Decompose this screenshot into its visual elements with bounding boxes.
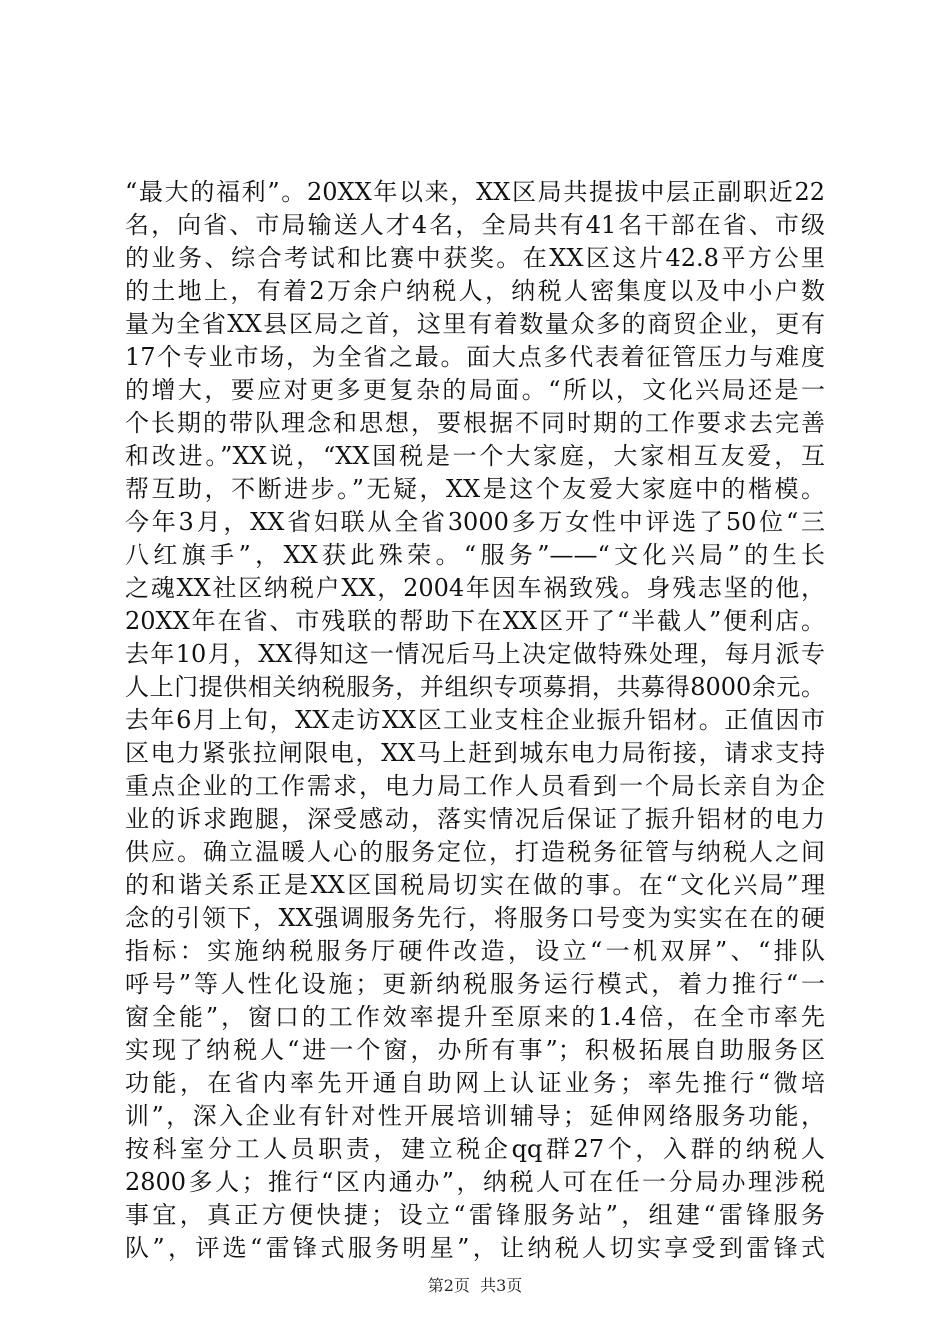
text-line-1: “最大的福利”。20XX年以来，XX区局共提拔中层正副职近22 [125,178,825,206]
text-line-4: 的土地上，有着2万余户纳税人，纳税人密集度以及中小户数 [125,277,825,305]
text-line-9: 和改进。”XX说，“XX国税是一个大家庭，大家相互友爱，互 [125,442,825,470]
text-line-17: 去年6月上旬，XX走访XX区工业支柱企业振升铝材。正值因市 [125,706,825,734]
text-line-26: 窗全能”，窗口的工作效率提升至原来的1.4倍，在全市率先 [125,1003,825,1031]
text-line-13: 之魂XX社区纳税户XX，2004年因车祸致残。身残志坚的他， [125,574,825,602]
text-line-28: 功能，在省内率先开通自助网上认证业务；率先推行“微培 [125,1069,825,1097]
text-line-24: 指标：实施纳税服务厅硬件改造，设立“一机双屏”、“排队 [125,937,825,965]
text-line-33: 队”，评选“雷锋式服务明星”，让纳税人切实享受到雷锋式 [125,1234,825,1262]
text-line-23: 念的引领下，XX强调服务先行，将服务口号变为实实在在的硬 [125,904,825,932]
body-text [125,176,825,1265]
text-line-18: 区电力紧张拉闸限电，XX马上赶到城东电力局衔接，请求支持 [125,739,825,767]
text-line-31: 2800多人；推行“区内通办”，纳税人可在任一分局办理涉税 [125,1168,825,1196]
text-line-15: 去年10月，XX得知这一情况后马上决定做特殊处理，每月派专 [125,640,825,668]
text-line-2: 名，向省、市局输送人才4名，全局共有41名干部在省、市级 [125,211,825,239]
text-line-16: 人上门提供相关纳税服务，并组织专项募捐，共募得8000余元。 [125,673,825,701]
text-line-7: 的增大，要应对更多更复杂的局面。“所以，文化兴局还是一 [125,376,825,404]
text-line-32: 事宜，真正方便快捷；设立“雷锋服务站”，组建“雷锋服务 [125,1201,825,1229]
text-line-3: 的业务、综合考试和比赛中获奖。在XX区这片42.8平方公里 [125,244,825,272]
text-line-5: 量为全省XX县区局之首，这里有着数量众多的商贸企业，更有 [125,310,825,338]
page-footer: 第2页 共3页 [427,1276,523,1295]
text-line-11: 今年3月，XX省妇联从全省3000多万女性中评选了50位“三 [125,508,825,536]
text-line-30: 按科室分工人员职责，建立税企qq群27个，入群的纳税人 [125,1135,825,1163]
text-line-8: 个长期的带队理念和思想，要根据不同时期的工作要求去完善 [125,409,825,437]
text-line-6: 17个专业市场，为全省之最。面大点多代表着征管压力与难度 [125,343,825,371]
text-line-10: 帮互助，不断进步。”无疑，XX是这个友爱大家庭中的楷模。 [125,475,825,503]
text-line-20: 业的诉求跑腿，深受感动，落实情况后保证了振升铝材的电力 [125,805,825,833]
text-line-29: 训”，深入企业有针对性开展培训辅导；延伸网络服务功能， [125,1102,825,1130]
text-line-22: 的和谐关系正是XX区国税局切实在做的事。在“文化兴局”理 [125,871,825,899]
text-line-19: 重点企业的工作需求，电力局工作人员看到一个局长亲自为企 [125,772,825,800]
text-line-21: 供应。确立温暖人心的服务定位，打造税务征管与纳税人之间 [125,838,825,866]
text-line-27: 实现了纳税人“进一个窗，办所有事”；积极拓展自助服务区 [125,1036,825,1064]
text-line-12: 八红旗手”，XX获此殊荣。“服务”——“文化兴局”的生长 [125,541,825,569]
text-line-14: 20XX年在省、市残联的帮助下在XX区开了“半截人”便利店。 [125,607,825,635]
text-line-25: 呼号”等人性化设施；更新纳税服务运行模式，着力推行“一 [125,970,825,998]
